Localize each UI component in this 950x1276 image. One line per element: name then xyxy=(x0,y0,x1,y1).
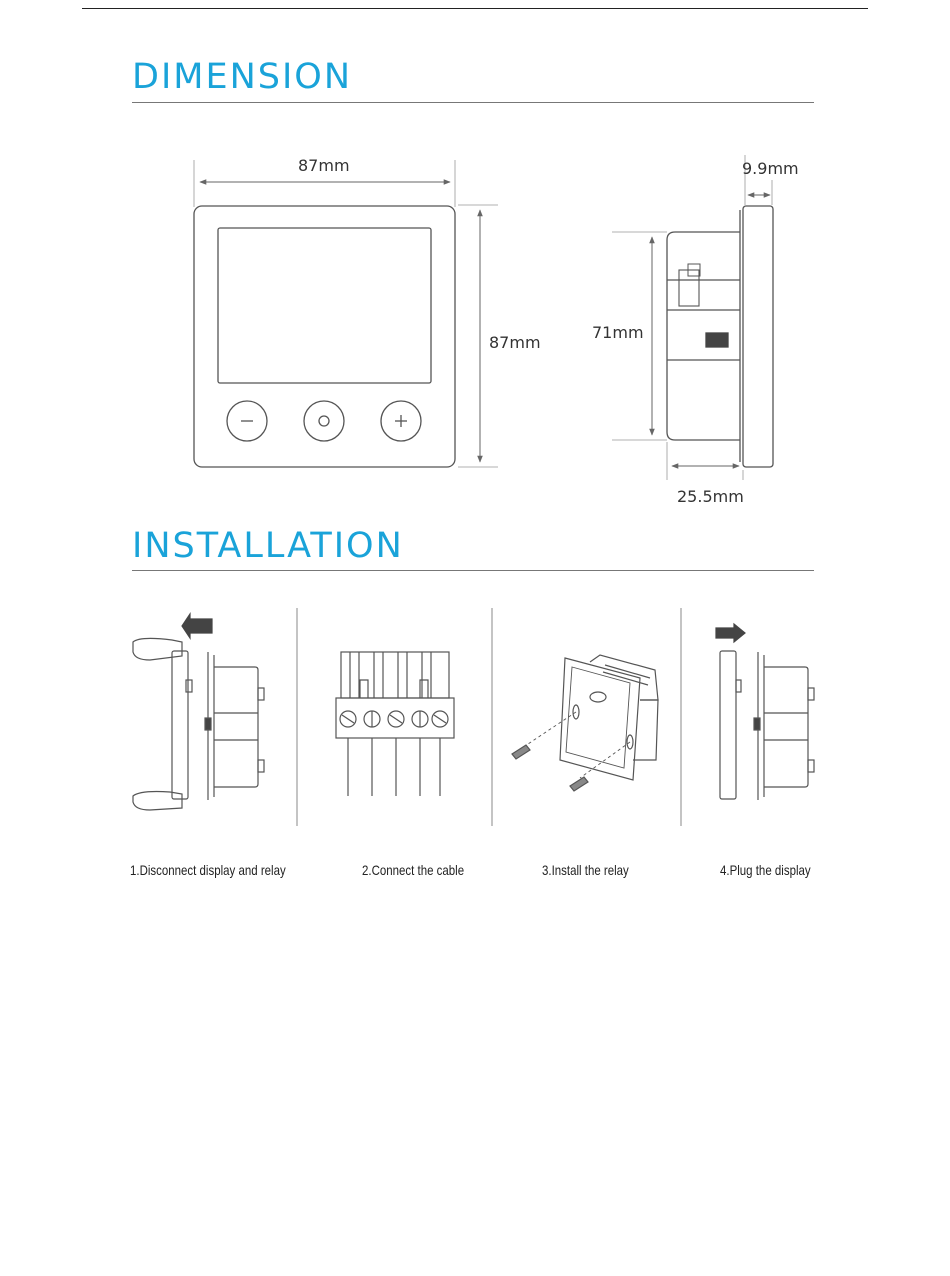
step4-drawing xyxy=(716,624,814,800)
panel-dividers xyxy=(297,608,681,826)
side-view-drawing xyxy=(612,155,773,480)
screw-bottom-icon xyxy=(570,777,588,791)
front-height-label: 87mm xyxy=(489,333,541,352)
dimension-title: DIMENSION xyxy=(132,57,353,97)
step1-drawing xyxy=(133,614,264,810)
top-depth-label: 9.9mm xyxy=(742,159,799,178)
step-2-caption: 2.Connect the cable xyxy=(362,862,465,878)
bottom-depth-label: 25.5mm xyxy=(677,487,744,506)
step-1-caption: 1.Disconnect display and relay xyxy=(130,862,286,878)
side-front-plate xyxy=(743,206,773,467)
installation-rule xyxy=(132,570,814,571)
pull-left-arrow-icon xyxy=(182,614,212,638)
side-height-label: 71mm xyxy=(592,323,644,342)
device-screen xyxy=(218,228,431,383)
device-front-body xyxy=(194,206,455,467)
hand-top-icon xyxy=(133,638,182,660)
front-view-drawing xyxy=(194,160,498,467)
hand-bottom-icon xyxy=(133,792,182,811)
step-4-caption: 4.Plug the display xyxy=(720,862,811,878)
step3-drawing xyxy=(512,655,658,791)
step-3-caption: 3.Install the relay xyxy=(542,862,629,878)
front-width-label: 87mm xyxy=(298,156,350,175)
step2-drawing xyxy=(336,652,454,796)
menu-button xyxy=(304,401,344,441)
push-right-arrow-icon xyxy=(716,624,745,642)
installation-title: INSTALLATION xyxy=(132,526,404,566)
screw-top-icon xyxy=(512,745,530,759)
